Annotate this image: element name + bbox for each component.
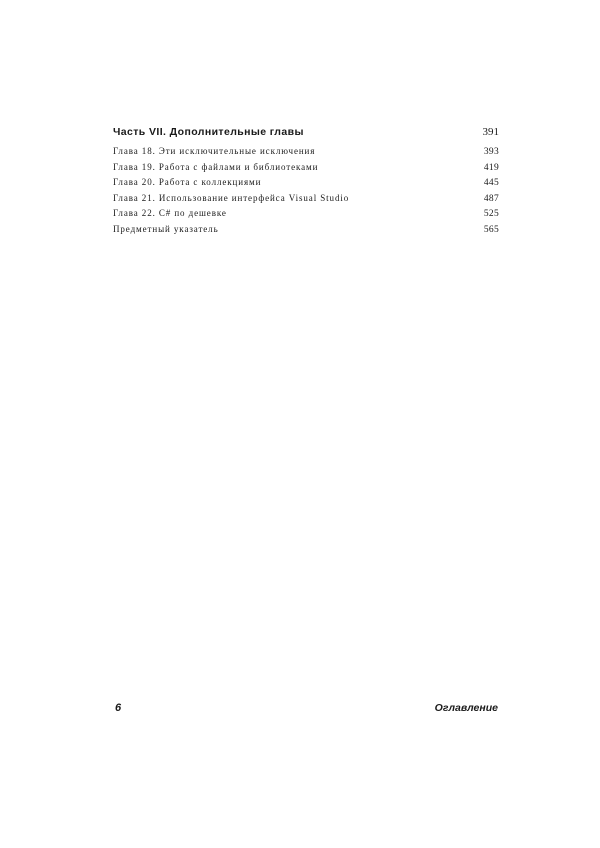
entry-page-number: 525 bbox=[483, 209, 499, 219]
footer-page-number: 6 bbox=[115, 702, 122, 714]
entry-page-number: 419 bbox=[483, 162, 499, 173]
entry-title: Глава 20. Работа с коллекциями bbox=[113, 177, 262, 187]
entry-title: Глава 22. C# по дешевке bbox=[113, 208, 227, 218]
part-page-number: 391 bbox=[482, 126, 499, 138]
toc-entry-chapter-22 bbox=[113, 208, 499, 224]
entry-page-number: 487 bbox=[483, 193, 499, 204]
toc-entry-chapter-18 bbox=[113, 146, 499, 162]
part-title: Часть VII. Дополнительные главы bbox=[113, 126, 304, 138]
entry-title: Предметный указатель bbox=[113, 223, 219, 234]
table-of-contents bbox=[113, 126, 499, 239]
toc-entry-chapter-21 bbox=[113, 193, 499, 209]
toc-entry-index bbox=[113, 224, 499, 240]
toc-part-heading bbox=[113, 126, 499, 143]
entry-title: Глава 18. Эти исключительные исключения bbox=[113, 146, 316, 156]
entry-title: Глава 21. Использование интерфейса Visual Studio bbox=[113, 192, 350, 203]
entry-page-number: 445 bbox=[483, 178, 499, 188]
toc-entry-chapter-20 bbox=[113, 177, 499, 193]
entry-page-number: 393 bbox=[483, 147, 499, 157]
entry-page-number: 565 bbox=[483, 224, 499, 235]
entry-title: Глава 19. Работа с файлами и библиотеками bbox=[113, 161, 319, 172]
footer-section-title: Оглавление bbox=[434, 702, 498, 714]
toc-entry-chapter-19 bbox=[113, 162, 499, 178]
